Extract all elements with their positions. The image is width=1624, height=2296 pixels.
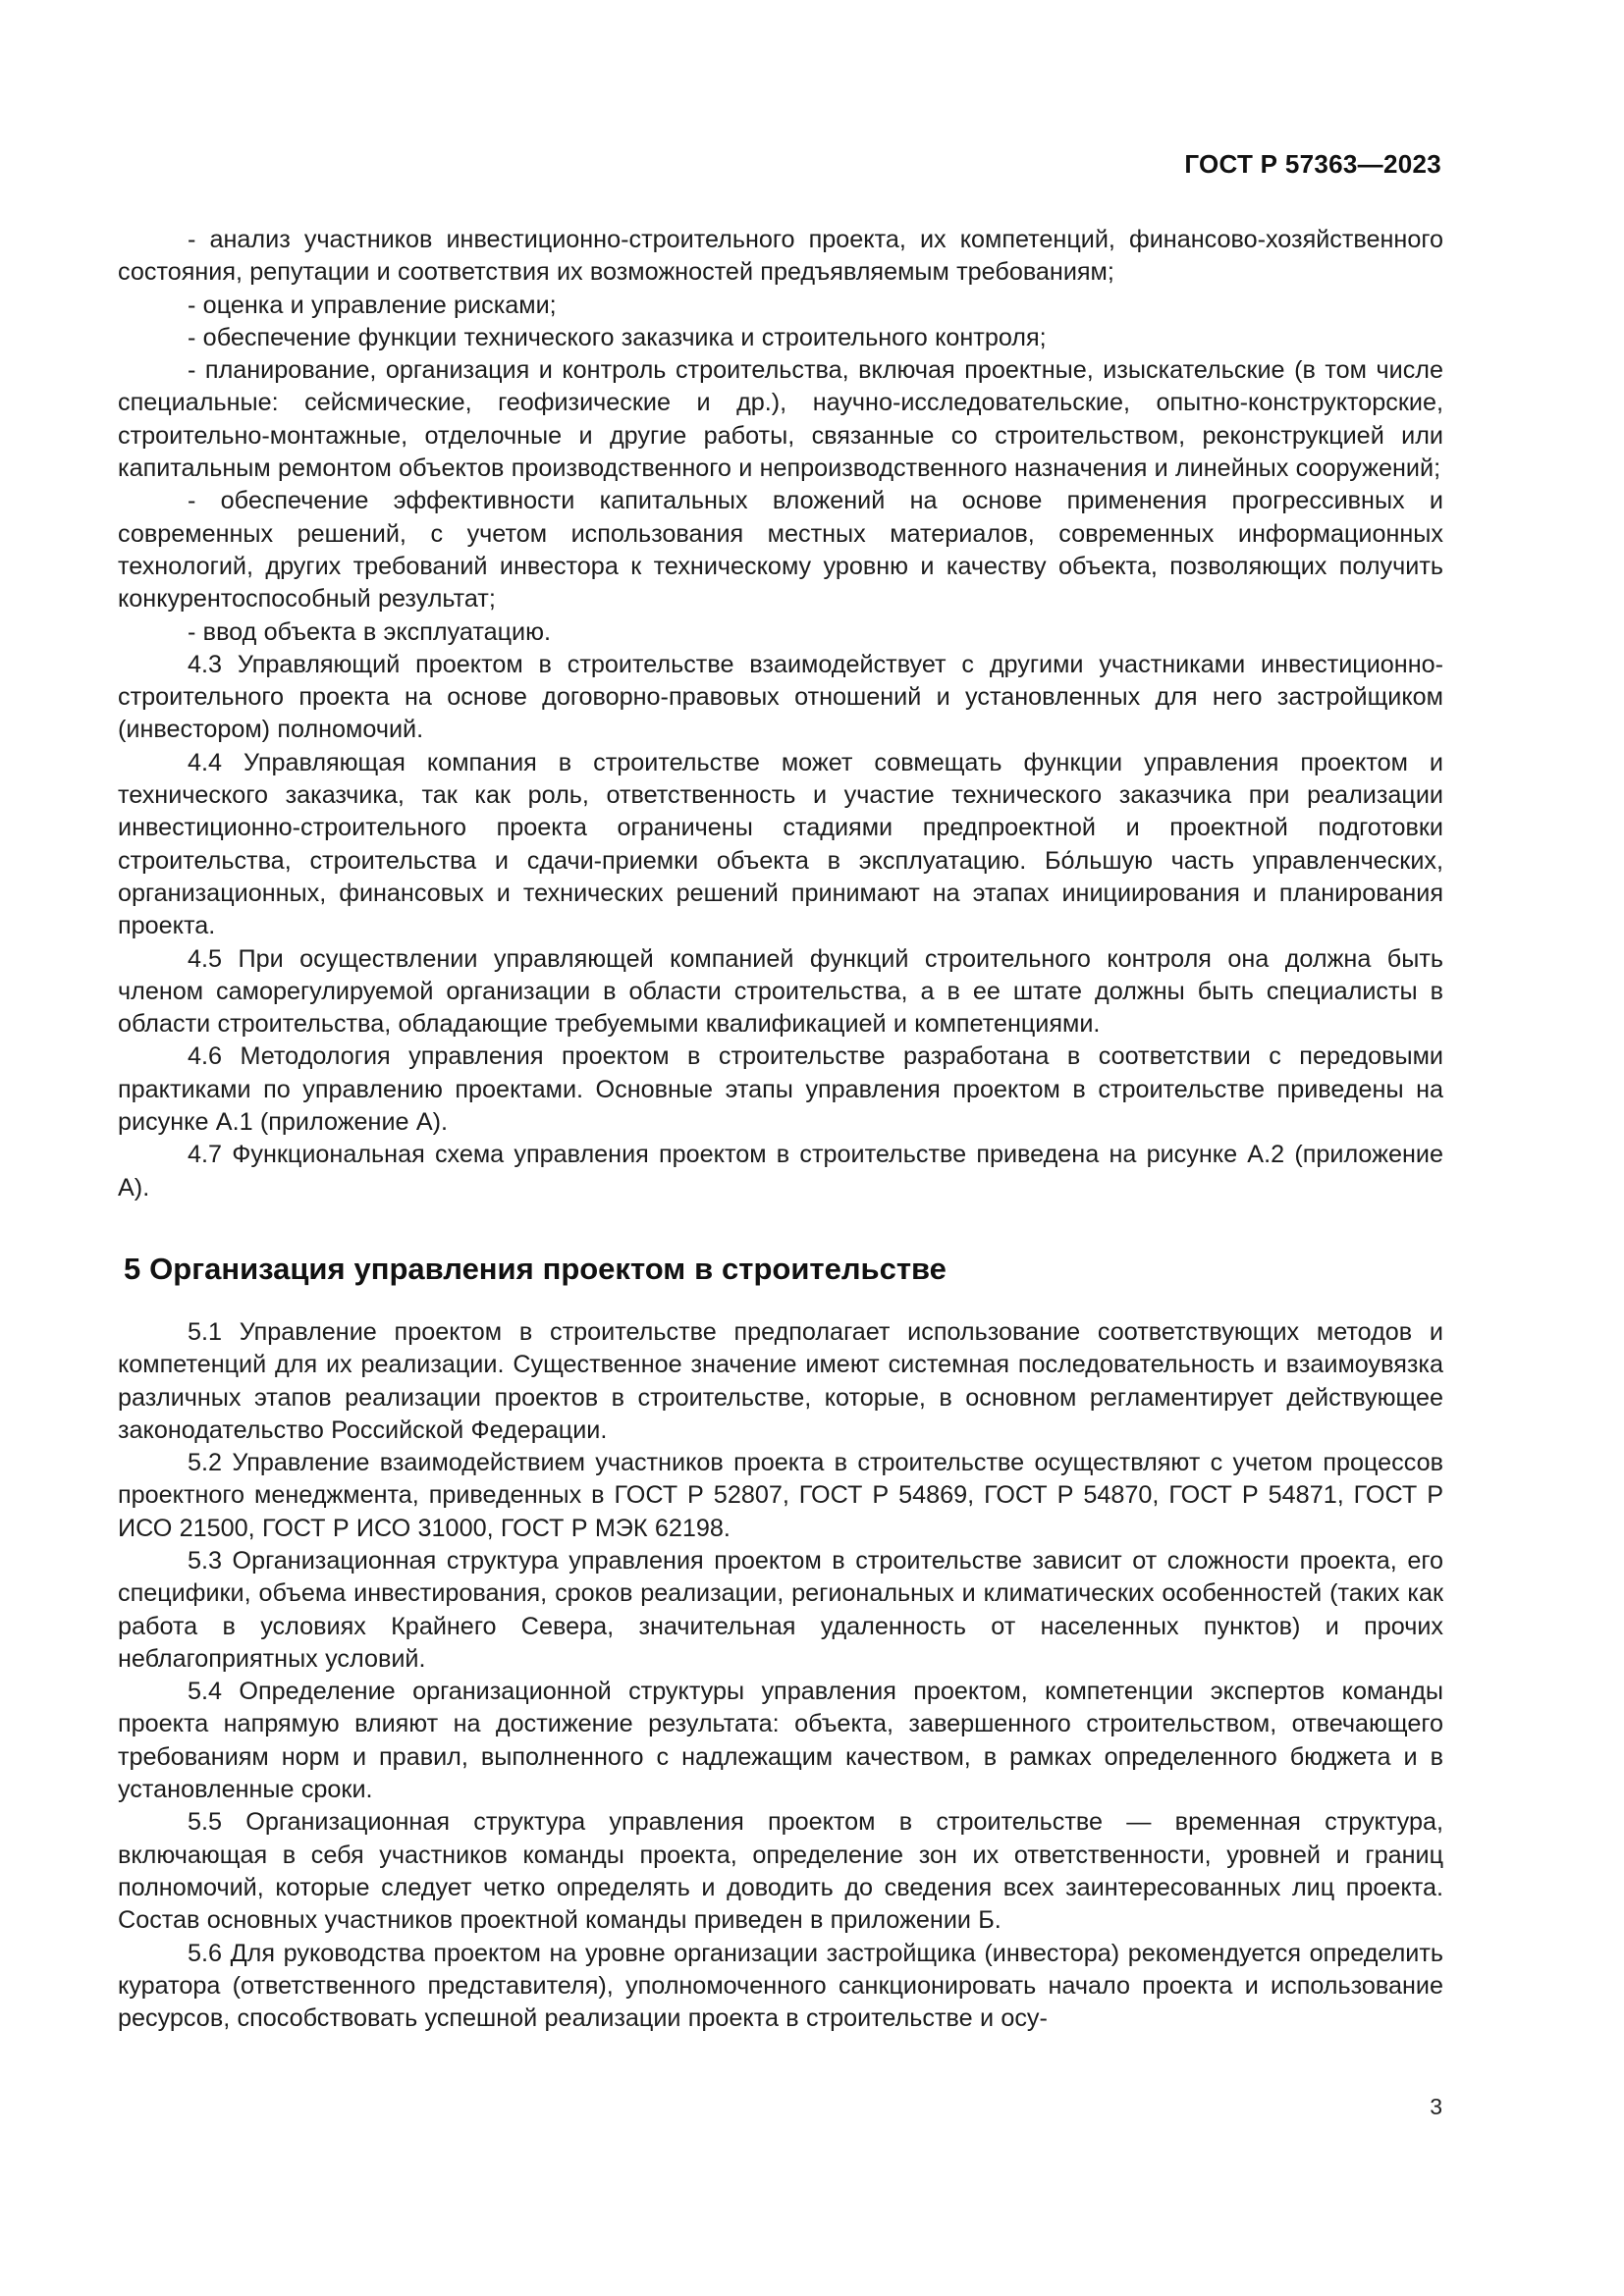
clause-5-1: 5.1 Управление проектом в строительстве предполагает использование соответствующих методов и компетенций для их реализации. Существенное значение имеют системная последовательность и взаимоувязка различных этапов реализации проектов в строительстве, которые, в основном регламентирует действующее законодательство Российской Федерации. [118,1317,1443,1444]
list-item: - обеспечение функции технического заказчика и строительного контроля; [188,323,1047,351]
clause-4-4: 4.4 Управляющая компания в строительстве может совмещать функции управления проектом и технического заказчика, так как роль, ответственность и участие технического заказчика при реализации инвестиционно-строительного проекта ограничены стадиями предпроектной и проектной подготовки строительства, строительства и сдачи-приемки объекта в эксплуатацию. Бо́льшую часть управленческих, организационных, финансовых и технических решений принимают на этапах инициирования и планирования проекта. [118,748,1443,940]
document-code-header: ГОСТ Р 57363—2023 [1184,149,1441,179]
clause-5-5: 5.5 Организационная структура управления проектом в строительстве — временная структура, включающая в себя участников команды проекта, определение зон их ответственности, уровней и границ полномочий, которые следует четко определять и доводить до сведения всех заинтересованных лиц проекта. Состав основных участников проектной команды приведен в приложении Б. [118,1808,1443,1935]
list-item: - обеспечение эффективности капитальных вложений на основе применения прогрессивных и современных решений, с учетом использования местных материалов, современных информационных технологий, других требований инвестора к техническому уровню и качеству объекта, позволяющих получить конкурентоспособный результат; [118,487,1443,614]
clause-5-2: 5.2 Управление взаимодействием участников проекта в строительстве осуществляют с учетом процессов проектного менеджмента, приведенных в ГОСТ Р 52807, ГОСТ Р 54869, ГОСТ Р 54870, ГОСТ Р 54871, ГОСТ Р ИСО 21500, ГОСТ Р ИСО 31000, ГОСТ Р МЭК 62198. [118,1449,1443,1542]
list-item: - оценка и управление рисками; [188,291,557,319]
clause-5-4: 5.4 Определение организационной структуры управления проектом, компетенции экспертов команды проекта напрямую влияют на достижение результата: объекта, завершенного строительством, отвечающего требованиям норм и правил, выполненного с надлежащим качеством, в рамках определенного бюджета и в установленные сроки. [118,1678,1443,1804]
clause-4-6: 4.6 Методология управления проектом в строительстве разработана в соответствии с передовыми практиками по управлению проектами. Основные этапы управления проектом в строительстве приведены на рисунке А.1 (приложение А). [118,1042,1443,1137]
clause-5-6: 5.6 Для руководства проектом на уровне организации застройщика (инвестора) рекомендуется определить куратора (ответственного представителя), уполномоченного санкционировать начало проекта и использование ресурсов, способствовать успешной реализации проекта в строительстве и осу- [118,1939,1443,2033]
list-item: - планирование, организация и контроль строительства, включая проектные, изыскательские (в том числе специальные: сейсмические, геофизические и др.), научно-исследовательские, опытно-конструкторские, строительно-монтажные, отделочные и другие работы, связанные со строительством, реконструкцией или капитальным ремонтом объектов производственного и непроизводственного назначения и линейных сооружений; [118,356,1443,483]
document-body [118,224,1443,2035]
list-item: - ввод объекта в эксплуатацию. [188,617,551,646]
section-heading: 5 Организация управления проектом в строительстве [124,1251,947,1286]
clause-4-3: 4.3 Управляющий проектом в строительстве взаимодействует с другими участниками инвестиционно-строительного проекта на основе договорно-правовых отношений и установленных для него застройщиком (инвестором) полномочий. [118,650,1443,744]
page-number: 3 [1430,2094,1442,2119]
list-item: - анализ участников инвестиционно-строительного проекта, их компетенций, финансово-хозяйственного состояния, репутации и соответствия их возможностей предъявляемым требованиям; [118,226,1443,287]
clause-4-7: 4.7 Функциональная схема управления проектом в строительстве приведена на рисунке А.2 (приложение А). [118,1141,1443,1201]
clause-5-3: 5.3 Организационная структура управления проектом в строительстве зависит от сложности проекта, его специфики, объема инвестирования, сроков реализации, региональных и климатических особенностей (таких как работа в условиях Крайнего Севера, значительная удаленность от населенных пунктов) и прочих неблагоприятных условий. [118,1546,1443,1673]
clause-4-5: 4.5 При осуществлении управляющей компанией функций строительного контроля она должна быть членом саморегулируемой организации в области строительства, а в ее штате должны быть специалисты в области строительства, обладающие требуемыми квалификацией и компетенциями. [118,944,1443,1039]
